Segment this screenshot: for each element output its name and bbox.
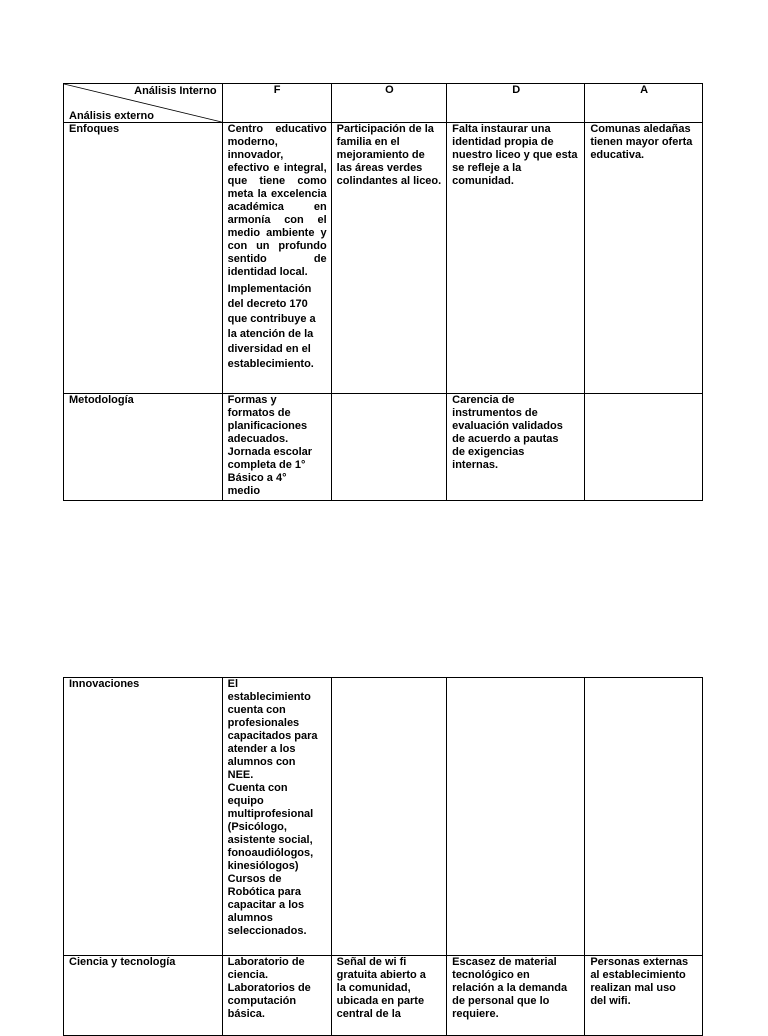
cell-opportunities: [331, 394, 446, 501]
row-label-ciencia-tecnologia: Ciencia y tecnología: [64, 956, 223, 1036]
cell-opportunities: Señal de wi fi gratuita abierto a la comunidad, ubicada en parte central de la: [331, 956, 446, 1036]
cell-threats: [585, 394, 703, 501]
cell-strengths: [222, 123, 331, 394]
strength-text: Implementación del decreto 170 que contribuye a la atención de la diversidad en el establecimiento.: [227, 283, 316, 370]
internal-analysis-label: Análisis Interno: [134, 85, 217, 97]
foda-table-page-bottom: [63, 677, 703, 1036]
corner-header-cell: [64, 84, 223, 123]
col-header-a: A: [585, 84, 703, 123]
cell-weaknesses: Carencia de instrumentos de evaluación validados de acuerdo a pautas de exigencias internas.: [447, 394, 585, 501]
cell-weaknesses: Escasez de material tecnológico en relación a la demanda de personal que lo requiere.: [447, 956, 585, 1036]
row-label-enfoques: Enfoques: [64, 123, 223, 394]
col-header-f: F: [222, 84, 331, 123]
table-row: [64, 394, 703, 501]
strength-text: Centro educativo moderno, innovador, efectivo e integral, que tiene como meta la excelencia académica en armonía con el medio ambiente y con un profundo sentido de identidad local.: [227, 123, 327, 278]
cell-opportunities: [331, 678, 446, 956]
cell-threats: Comunas aledañas tienen mayor oferta educativa.: [585, 123, 703, 394]
header-row: [64, 84, 703, 123]
cell-threats: [585, 678, 703, 956]
cell-strengths: Formas y formatos de planificaciones adecuados. Jornada escolar completa de 1° Básico a 4° medio: [222, 394, 331, 501]
cell-opportunities: Participación de la familia en el mejoramiento de las áreas verdes colindantes al liceo.: [331, 123, 446, 394]
external-analysis-label: Análisis externo: [69, 110, 154, 122]
col-header-o: O: [331, 84, 446, 123]
cell-strengths: El establecimiento cuenta con profesionales capacitados para atender a los alumnos con NEE. Cuenta con equipo multiprofesional (Psicólogo, asistente social, fonoaudiólogos, kinesiólogos) Cursos de Robótica para capacitar a los alumnos seleccionados.: [222, 678, 331, 956]
cell-threats: Personas externas al establecimiento realizan mal uso del wifi.: [585, 956, 703, 1036]
cell-strengths: Laboratorio de ciencia. Laboratorios de computación básica.: [222, 956, 331, 1036]
table-row: [64, 123, 703, 394]
col-header-d: D: [447, 84, 585, 123]
foda-table-page-top: [63, 83, 703, 501]
row-label-innovaciones: Innovaciones: [64, 678, 223, 956]
cell-weaknesses: [447, 678, 585, 956]
table-row: [64, 678, 703, 956]
row-label-metodologia: Metodología: [64, 394, 223, 501]
cell-weaknesses: Falta instaurar una identidad propia de nuestro liceo y que esta se refleje a la comunidad.: [447, 123, 585, 394]
